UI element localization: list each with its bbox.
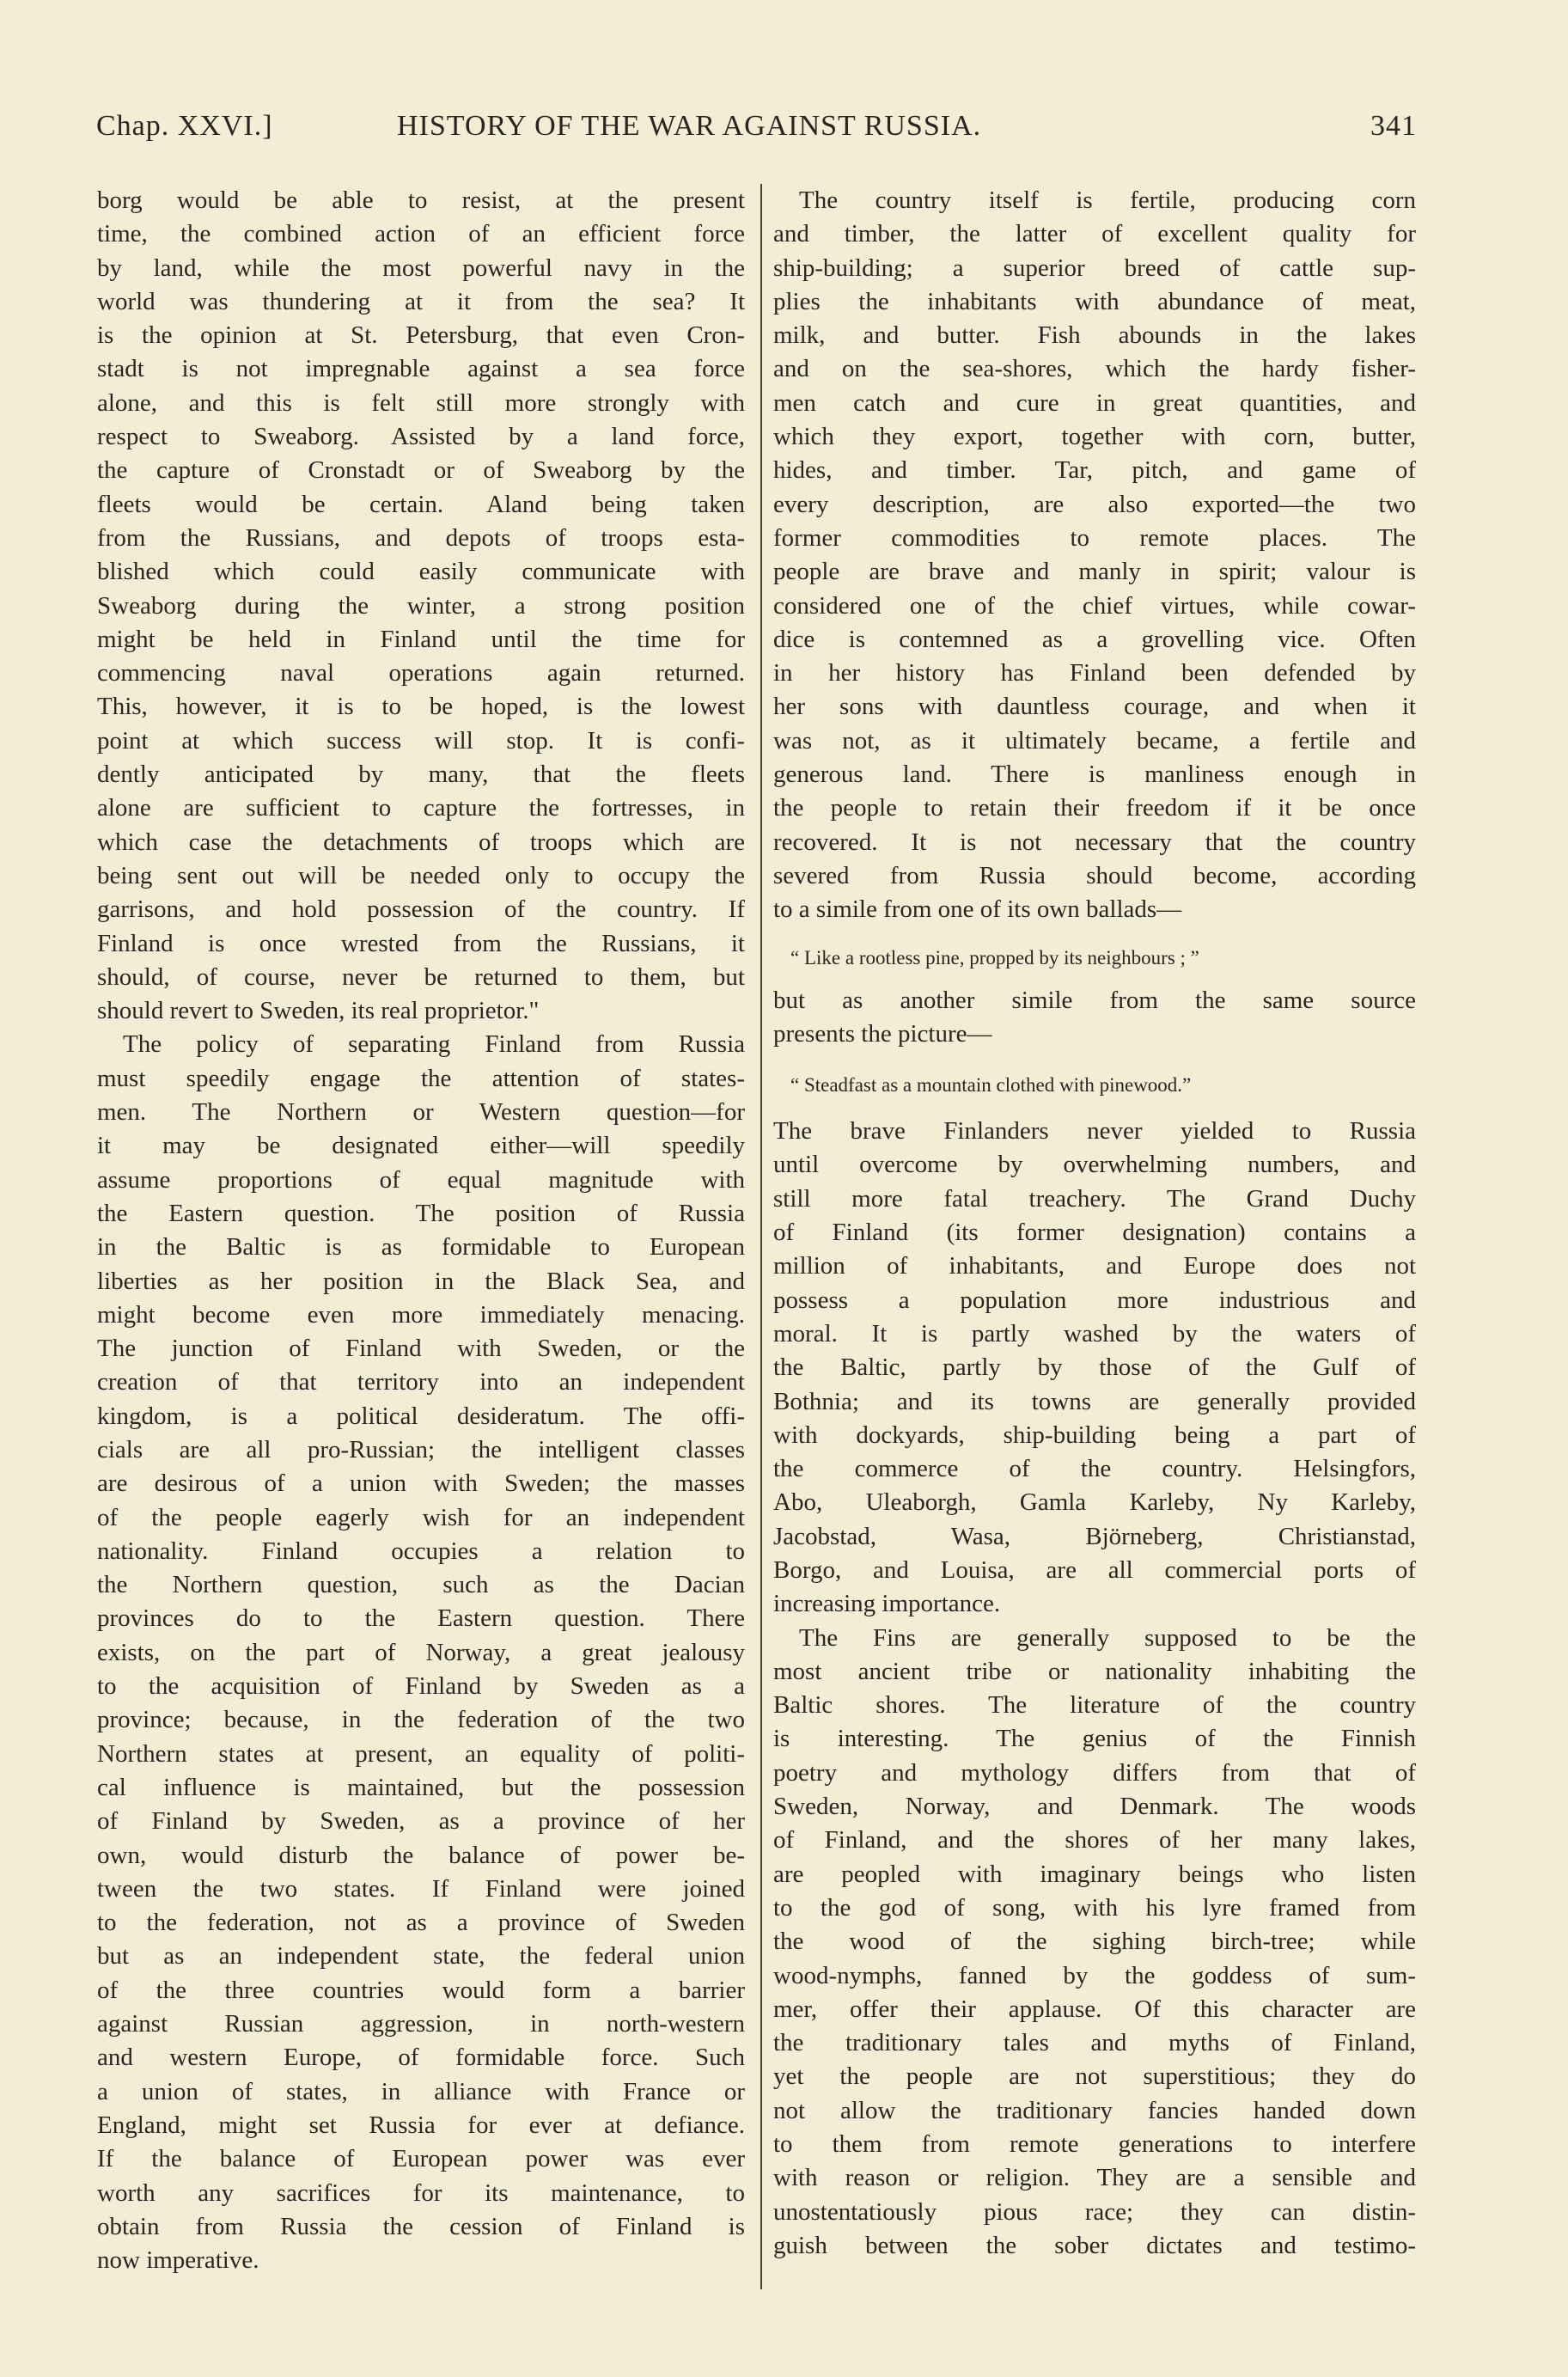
text-line: The brave Finlanders never yielded to Russia bbox=[773, 1117, 1416, 1146]
text-line: alone, and this is felt still more strongly with bbox=[97, 388, 745, 417]
text-line: wood-nymphs, fanned by the goddess of sum- bbox=[773, 1961, 1416, 1989]
text-line: being sent out will be needed only to occupy the bbox=[97, 861, 745, 889]
text-column-left bbox=[97, 184, 745, 2277]
text-line: If the balance of European power was ever bbox=[97, 2145, 745, 2173]
text-line: now imperative. bbox=[97, 2246, 259, 2275]
text-line: to the god of song, with his lyre framed from bbox=[773, 1893, 1416, 1922]
text-line: it may be designated either—will speedily bbox=[97, 1132, 745, 1160]
text-line: province; because, in the federation of the two bbox=[97, 1706, 745, 1734]
text-line: with dockyards, ship-building being a part of bbox=[773, 1421, 1416, 1449]
text-line: Finland is once wrested from the Russians, it bbox=[97, 929, 745, 957]
text-line: presents the picture— bbox=[773, 1019, 992, 1048]
text-line: plies the inhabitants with abundance of meat, bbox=[773, 287, 1416, 315]
text-line: is the opinion at St. Petersburg, that even Cron- bbox=[97, 321, 745, 350]
text-line: dently anticipated by many, that the fleets bbox=[97, 761, 745, 789]
text-line: with reason or religion. They are a sensible and bbox=[773, 2164, 1416, 2192]
text-line: The policy of separating Finland from Russia bbox=[123, 1030, 745, 1059]
text-line: Sweaborg during the winter, a strong position bbox=[97, 591, 745, 620]
text-line: of the three countries would form a barrier bbox=[97, 1976, 745, 2004]
text-line: men catch and cure in great quantities, and bbox=[773, 388, 1416, 417]
text-line: assume proportions of equal magnitude with bbox=[97, 1165, 745, 1194]
text-line: the Eastern question. The position of Russia bbox=[97, 1199, 745, 1227]
text-line: Bothnia; and its towns are generally provided bbox=[773, 1387, 1416, 1415]
text-line: should, of course, never be returned to them, but bbox=[97, 962, 745, 991]
text-line: hides, and timber. Tar, pitch, and game of bbox=[773, 456, 1416, 485]
text-line: to the acquisition of Finland by Sweden as a bbox=[97, 1672, 745, 1701]
text-line: fleets would be certain. Aland being taken bbox=[97, 490, 745, 518]
text-line: worth any sacrifices for its maintenance, to bbox=[97, 2178, 745, 2207]
text-line: and on the sea-shores, which the hardy fisher- bbox=[773, 355, 1416, 383]
text-line: of Finland (its former designation) contains a bbox=[773, 1219, 1416, 1247]
text-line: This, however, it is to be hoped, is the lowest bbox=[97, 693, 745, 721]
text-line: mer, offer their applause. Of this character are bbox=[773, 1995, 1416, 2023]
text-line: unostentatiously pious race; they can distin- bbox=[773, 2197, 1416, 2226]
text-line: the wood of the sighing birch-tree; while bbox=[773, 1928, 1416, 1956]
text-line: guish between the sober dictates and testimo- bbox=[773, 2231, 1416, 2259]
text-line: by land, while the most powerful navy in the bbox=[97, 254, 745, 282]
text-line: are peopled with imaginary beings who listen bbox=[773, 1860, 1416, 1888]
text-line: which case the detachments of troops which are bbox=[97, 828, 745, 856]
text-line: provinces do to the Eastern question. There bbox=[97, 1604, 745, 1633]
text-line: moral. It is partly washed by the waters of bbox=[773, 1319, 1416, 1347]
text-line: to the federation, not as a province of Sweden bbox=[97, 1909, 745, 1937]
text-line: to a simile from one of its own ballads— bbox=[773, 895, 1182, 924]
text-line: should revert to Sweden, its real proprietor." bbox=[97, 997, 540, 1025]
running-header-chapter: Chap. XXVI.] bbox=[96, 110, 273, 142]
text-line: ship-building; a superior breed of cattle sup- bbox=[773, 254, 1416, 282]
text-line: time, the combined action of an efficient force bbox=[97, 220, 745, 248]
text-line: obtain from Russia the cession of Finland is bbox=[97, 2212, 745, 2240]
text-line: and western Europe, of formidable force. Such bbox=[97, 2044, 745, 2072]
text-line: must speedily engage the attention of states- bbox=[97, 1064, 745, 1092]
text-line: her sons with dauntless courage, and when it bbox=[773, 693, 1416, 721]
text-line: garrisons, and hold possession of the country. If bbox=[97, 895, 745, 924]
text-line: the traditionary tales and myths of Finland, bbox=[773, 2029, 1416, 2057]
text-line: Borgo, and Louisa, are all commercial ports of bbox=[773, 1555, 1416, 1584]
text-line: former commodities to remote places. The bbox=[773, 523, 1416, 552]
text-line: milk, and butter. Fish abounds in the lakes bbox=[773, 321, 1416, 350]
text-line: but as an independent state, the federal union bbox=[97, 1942, 745, 1971]
text-line: a union of states, in alliance with France or bbox=[97, 2077, 745, 2105]
text-line: of Finland, and the shores of her many lakes, bbox=[773, 1826, 1416, 1855]
text-line: considered one of the chief virtues, while cowar- bbox=[773, 591, 1416, 620]
text-line: was not, as it ultimately became, a fertile and bbox=[773, 726, 1416, 755]
text-line: The Fins are generally supposed to be the bbox=[799, 1623, 1416, 1652]
text-line: most ancient tribe or nationality inhabiting the bbox=[773, 1657, 1416, 1685]
text-line: from the Russians, and depots of troops esta- bbox=[97, 523, 745, 552]
text-line: Sweden, Norway, and Denmark. The woods bbox=[773, 1793, 1416, 1821]
text-line: million of inhabitants, and Europe does not bbox=[773, 1252, 1416, 1280]
text-line: nationality. Finland occupies a relation to bbox=[97, 1537, 745, 1565]
text-column-right bbox=[773, 184, 1416, 2263]
column-divider bbox=[760, 184, 762, 2289]
text-line: point at which success will stop. It is confi- bbox=[97, 726, 745, 755]
text-line: stadt is not impregnable against a sea force bbox=[97, 355, 745, 383]
text-line: the Baltic, partly by those of the Gulf of bbox=[773, 1353, 1416, 1382]
text-line: and timber, the latter of excellent quality for bbox=[773, 220, 1416, 248]
text-line: to them from remote generations to interfere bbox=[773, 2130, 1416, 2159]
block-quote: “ Like a rootless pine, propped by its neighbours ; ” bbox=[790, 946, 1199, 969]
page-number: 341 bbox=[1370, 110, 1417, 142]
text-line: commencing naval operations again returned. bbox=[97, 659, 745, 687]
text-line: own, would disturb the balance of power be- bbox=[97, 1841, 745, 1869]
text-line: in her history has Finland been defended by bbox=[773, 659, 1416, 687]
text-line: the capture of Cronstadt or of Sweaborg by the bbox=[97, 456, 745, 485]
text-line: of the people eagerly wish for an independent bbox=[97, 1503, 745, 1531]
text-line: which they export, together with corn, butter, bbox=[773, 423, 1416, 451]
text-line: respect to Sweaborg. Assisted by a land force, bbox=[97, 423, 745, 451]
text-line: in the Baltic is as formidable to European bbox=[97, 1233, 745, 1262]
text-line: cials are all pro-Russian; the intelligent classes bbox=[97, 1435, 745, 1463]
block-quote: “ Steadfast as a mountain clothed with pinewood.” bbox=[790, 1074, 1192, 1097]
text-line: England, might set Russia for ever at defiance. bbox=[97, 2111, 745, 2139]
text-line: severed from Russia should become, according bbox=[773, 861, 1416, 889]
text-line: yet the people are not superstitious; they do bbox=[773, 2062, 1416, 2091]
text-line: tween the two states. If Finland were joined bbox=[97, 1874, 745, 1903]
text-line: Baltic shores. The literature of the country bbox=[773, 1691, 1416, 1720]
text-line: but as another simile from the same source bbox=[773, 986, 1416, 1014]
text-line: Jacobstad, Wasa, Björneberg, Christianstad, bbox=[773, 1522, 1416, 1550]
text-line: is interesting. The genius of the Finnish bbox=[773, 1725, 1416, 1753]
text-line: against Russian aggression, in north-western bbox=[97, 2010, 745, 2038]
text-line: Abo, Uleaborgh, Gamla Karleby, Ny Karleby, bbox=[773, 1488, 1416, 1517]
text-line: recovered. It is not necessary that the country bbox=[773, 828, 1416, 856]
text-line: might become even more immediately menacing. bbox=[97, 1300, 745, 1329]
text-line: the commerce of the country. Helsingfors, bbox=[773, 1455, 1416, 1483]
text-line: still more fatal treachery. The Grand Duchy bbox=[773, 1184, 1416, 1213]
text-line: the people to retain their freedom if it be once bbox=[773, 794, 1416, 822]
text-line: of Finland by Sweden, as a province of her bbox=[97, 1807, 745, 1836]
text-line: people are brave and manly in spirit; valour is bbox=[773, 558, 1416, 586]
text-line: alone are sufficient to capture the fortresses, in bbox=[97, 794, 745, 822]
text-line: world was thundering at it from the sea? It bbox=[97, 287, 745, 315]
text-line: poetry and mythology differs from that of bbox=[773, 1758, 1416, 1787]
text-line: increasing importance. bbox=[773, 1590, 1001, 1618]
text-line: creation of that territory into an independent bbox=[97, 1368, 745, 1396]
running-header-title: HISTORY OF THE WAR AGAINST RUSSIA. bbox=[397, 110, 982, 142]
text-line: cal influence is maintained, but the possession bbox=[97, 1773, 745, 1801]
text-line: every description, are also exported—the two bbox=[773, 490, 1416, 518]
text-line: generous land. There is manliness enough in bbox=[773, 761, 1416, 789]
text-line: until overcome by overwhelming numbers, and bbox=[773, 1151, 1416, 1179]
text-line: The country itself is fertile, producing corn bbox=[799, 186, 1416, 214]
text-line: not allow the traditionary fancies handed down bbox=[773, 2096, 1416, 2124]
text-line: liberties as her position in the Black Sea, and bbox=[97, 1267, 745, 1295]
text-line: Northern states at present, an equality of politi- bbox=[97, 1739, 745, 1768]
text-line: men. The Northern or Western question—for bbox=[97, 1098, 745, 1127]
text-line: borg would be able to resist, at the present bbox=[97, 186, 745, 214]
text-line: possess a population more industrious and bbox=[773, 1286, 1416, 1314]
text-line: blished which could easily communicate with bbox=[97, 558, 745, 586]
text-line: The junction of Finland with Sweden, or the bbox=[97, 1335, 745, 1363]
text-line: kingdom, is a political desideratum. The offi- bbox=[97, 1402, 745, 1430]
text-line: dice is contemned as a grovelling vice. Often bbox=[773, 625, 1416, 653]
text-line: exists, on the part of Norway, a great jealousy bbox=[97, 1638, 745, 1666]
text-line: the Northern question, such as the Dacian bbox=[97, 1571, 745, 1599]
text-line: are desirous of a union with Sweden; the masses bbox=[97, 1470, 745, 1498]
text-line: might be held in Finland until the time for bbox=[97, 625, 745, 653]
